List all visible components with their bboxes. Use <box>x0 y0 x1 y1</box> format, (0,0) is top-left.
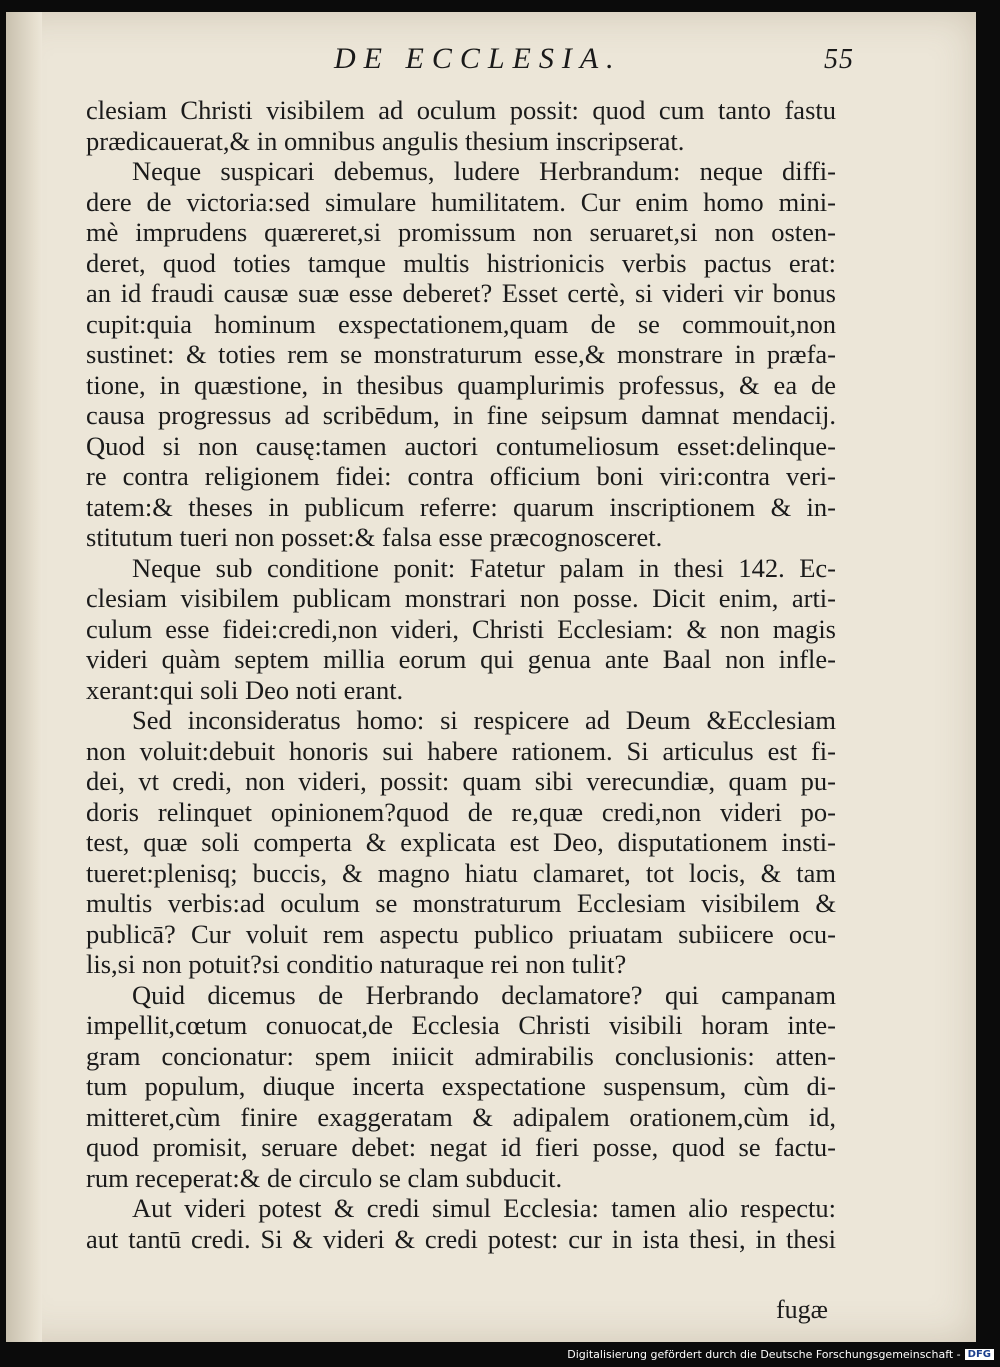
text-line: multis verbis:ad oculum se monstraturum Ecclesiam visibilem & <box>86 888 836 918</box>
text-line: dere de victoria:sed simulare humilitatem. Cur enim homo mini- <box>86 186 836 217</box>
text-line: deret, quod toties tamque multis histrionicis verbis pactus erat: <box>86 247 836 278</box>
book-page <box>6 12 976 1342</box>
text-line: Neque suspicari debemus, ludere Herbrandum: neque diffi- <box>132 156 836 186</box>
text-line: impellit,cœtum conuocat,de Ecclesia Christi visibili horam inte- <box>86 1010 836 1040</box>
text-line: quod promisit, seruare debet: negat id fieri posse, quod se factu- <box>86 1132 836 1162</box>
text-line: mitteret,cùm finire exaggeratam & adipalem orationem,cùm id, <box>86 1101 836 1132</box>
text-line: doris relinquet opinionem?quod de re,quæ credi,non videri po- <box>86 796 836 827</box>
text-line: stitutum tueri non posset:& falsa esse præcognosceret. <box>86 522 663 552</box>
text-line: sustinet: & toties rem se monstraturum esse,& monstrare in præfa- <box>86 339 836 369</box>
text-line: non voluit:debuit honoris sui habere rationem. Si articulus est fi- <box>86 735 836 766</box>
text-line: culum esse fidei:credi,non videri, Christi Ecclesiam: & non magis <box>86 613 836 644</box>
text-line: tione, in quæstione, in thesibus quamplurimis professus, & ea de <box>86 369 836 400</box>
text-line: xerant:qui soli Deo noti erant. <box>86 674 404 705</box>
text-line: publicā? Cur voluit rem aspectu publico priuatam subiicere ocu- <box>86 918 836 949</box>
catchword: fugæ <box>776 1295 828 1324</box>
text-line: test, quæ soli comperta & explicata est Deo, disputationem insti- <box>86 827 836 857</box>
text-line: tum populum, diuque incerta exspectatione suspensum, cùm di- <box>86 1071 836 1101</box>
text-line: Quid dicemus de Herbrando declamatore? qui campanam <box>132 979 836 1010</box>
credit-text: Digitalisierung gefördert durch die Deutsche Forschungsgemeinschaft - <box>567 1347 961 1361</box>
text-line: Sed inconsideratus homo: si respicere ad Deum &Ecclesiam <box>132 705 836 735</box>
dfg-logo: DFG <box>965 1349 994 1360</box>
text-line: rum receperat:& de circulo se clam subducit. <box>86 1162 563 1193</box>
text-line: cupit:quia hominum exspectationem,quam de se commouit,non <box>86 308 836 339</box>
text-line: prædicauerat,& in omnibus angulis thesium inscripserat. <box>86 125 685 156</box>
page-gutter <box>6 12 42 1342</box>
text-line: an id fraudi causæ suæ esse deberet? Esset certè, si videri vir bonus <box>86 278 836 308</box>
text-line: videri quàm septem millia eorum qui genua ante Baal non infle- <box>86 644 836 674</box>
text-line: clesiam Christi visibilem ad oculum possit: quod cum tanto fastu <box>86 95 836 125</box>
text-line: aut tantū credi. Si & videri & credi potest: cur in ista thesi, in thesi <box>86 1223 836 1254</box>
text-line: lis,si non potuit?si conditio naturaque rei non tulit? <box>86 949 627 979</box>
text-line: gram concionatur: spem iniicit admirabilis conclusionis: atten- <box>86 1040 836 1071</box>
running-title: DE ECCLESIA. <box>334 42 622 75</box>
text-line: tueret:plenisq; buccis, & magno hiatu clamaret, tot locis, & tam <box>86 857 836 888</box>
text-line: tatem:& theses in publicum referre: quarum inscriptionem & in- <box>86 491 836 522</box>
text-line: clesiam visibilem publicam monstrari non posse. Dicit enim, arti- <box>86 583 836 613</box>
text-line: dei, vt credi, non videri, possit: quam sibi verecundiæ, quam pu- <box>86 766 836 796</box>
text-line: Aut videri potest & credi simul Ecclesia: tamen alio respectu: <box>132 1193 836 1223</box>
digitization-credit <box>567 1345 994 1363</box>
page-number: 55 <box>824 44 854 75</box>
body-text <box>86 95 836 1254</box>
text-line: Neque sub conditione ponit: Fatetur palam in thesi 142. Ec- <box>132 552 836 583</box>
text-line: Quod si non causę:tamen auctori contumeliosum esset:delinque- <box>86 430 836 461</box>
text-line: mè imprudens quæreret,si promissum non seruaret,si non osten- <box>86 217 836 247</box>
text-line: causa progressus ad scribēdum, in fine seipsum damnat mendacij. <box>86 400 836 430</box>
text-line: re contra religionem fidei: contra officium boni viri:contra veri- <box>86 461 836 491</box>
